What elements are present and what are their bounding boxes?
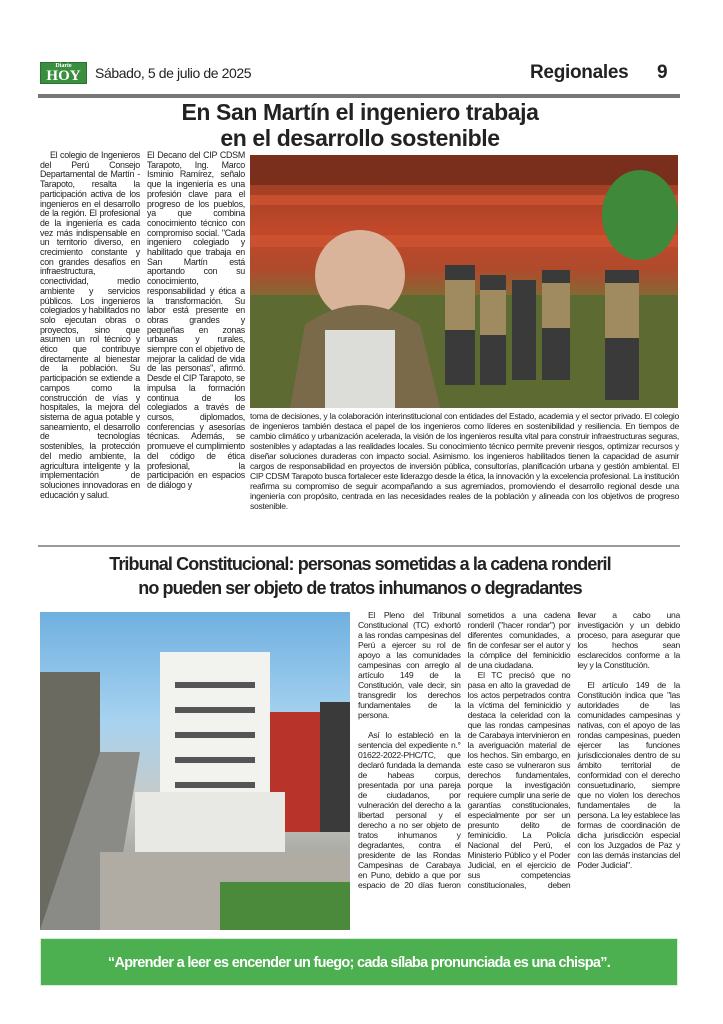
engineers-photo-illustration — [250, 155, 678, 408]
article2-photo-tribunal-building — [40, 612, 350, 930]
article1-column1: El colegio de Ingenieros del Perú Consejo Departamental de Martín -Tarapoto, resalta la participación activa de los ingenieros en el desarrollo de la región. El profesional de la ingeniería es cada vez más indispensable en un territorio diverso, en crecimiento constante y con grandes desafíos en infraestructura, conectividad, medio ambiente y servicios públicos. Los ingenieros colegiados y habilitados no solo ejecutan obras o proyectos, sino que asumen un rol técnico y ético que contribuye directamente al bienestar de la población. Su participación se extiende a campos como la construcción de vías y hospitales, la mejora del sistema de agua potable y saneamiento, el desarrollo de tecnologías sostenibles, la protección del medio ambiente, la agricultura inteligente y la implementación de soluciones innovadoras en educación y salud. — [40, 150, 140, 500]
newspaper-logo — [40, 62, 87, 84]
article2-paragraph: El Pleno del Tribunal Constitucional (TC) exhortó a las rondas campesinas del Perú a ejercer su rol de apoyo a las comunidades campesinas con arreglo al artículo 149 de la Constitución, vale decir, sin transgredir los derechos fundamentales de la persona. — [358, 610, 461, 720]
quote-banner: “Aprender a leer es encender un fuego; cada sílaba pronunciada es una chispa”. — [40, 938, 678, 986]
logo-big-text: HOY — [46, 68, 81, 84]
article2-body — [358, 610, 680, 890]
article2-paragraph: El artículo 149 de la Constitución indica que "las autoridades de las comunidades campesinas y nativas, con el apoyo de las rondas campesinas, pueden ejercer las funciones jurisdiccionales dentro de su ámbito territorial de conformidad con el derecho consuetudinario, siempre que no violen los derechos fundamentales de la persona. La ley establece las formas de coordinación de dicha jurisdicción especial con los Juzgados de Paz y con las demás instancias del Poder Judicial". — [577, 680, 680, 870]
article2-paragraph: Así lo estableció en la sentencia del expediente n.° 01622-2022-PHC/TC, que declaró fundada la demanda de habeas corpus, presentada por una pareja de ciudadanos, por vulneración del derecho a la libertad personal y el derecho a no ser objeto de tratos inhumanos y degradantes, contra el presidente de las Rondas Campesinas de Carabaya en Puno, debido a que por espacio de 20 días fueron sometidos a una cadena ronderil ("hacer rondar") por diferentes comunidades, a fin de confesar ser el autor y la cómplice del feminicidio de una ciudadana. — [358, 610, 571, 890]
article1-column2: El Decano del CIP CDSM Tarapoto, Ing. Marco Isminio Ramírez, señalo que la ingeniería es una profesión clave para el progreso de los pueblos, ya que combina conocimiento técnico con compromiso social. "Cada ingeniero colegiado y habilitado que trabaja en San Martín está aportando con su conocimiento, responsabilidad y ética a la transformación. Su labor está presente en obras grandes y pequeñas en zonas urbanas y rurales, siempre con el objetivo de mejorar la calidad de vida de las personas", afirmó. Desde el CIP Tarapoto, se impulsa la formación continua de los colegiados a través de cursos, diplomados, conferencias y asesorías técnicas. Además, se promueve el cumplimiento del código de ética profesional, la participación en espacios de diálogo y — [147, 150, 245, 490]
page-number: 9 — [657, 62, 668, 83]
article1-headline — [40, 99, 680, 151]
article1-photo-engineers — [250, 155, 678, 408]
section-name: Regionales — [530, 62, 629, 83]
article2-paragraph: El TC precisó que no pasa en alto la gravedad de los actos perpetrados contra la víctima del feminicidio y destaca la celeridad con la que las rondas campesinas de Carabaya intervinieron en la averiguación material de los hechos. Sin embargo, en este caso se vulneraron sus derechos fundamentales, porque la investigación requiere cumplir una serie de garantías constitucionales, especialmente por ser un presunto delito de feminicidio. La Policía Nacional del Perú, el Ministerio Público y el Poder Judicial, en el ejercicio de sus competencias constitucionales, deben llevar a cabo una investigación y un debido proceso, para asegurar que los hechos sean esclarecidos conforme a la ley y la Constitución. — [467, 610, 680, 890]
headline-line: no pueden ser objeto de tratos inhumanos o degradantes — [138, 578, 582, 598]
issue-date: Sábado, 5 de julio de 2025 — [95, 65, 252, 81]
article-divider — [38, 545, 680, 547]
article2-headline — [40, 552, 680, 600]
header-rule — [38, 94, 680, 98]
building-photo-illustration — [40, 612, 350, 930]
headline-line: En San Martín el ingeniero trabaja — [181, 99, 539, 125]
headline-line: Tribunal Constitucional: personas sometidas a la cadena ronderil — [109, 554, 611, 574]
headline-line: en el desarrollo sostenible — [220, 125, 500, 151]
logo-small-text: Diario — [55, 63, 72, 69]
article1-continuation: toma de decisiones, y la colaboración interinstitucional con entidades del Estado, academia y el sector privado. El colegio de ingenieros también destaca el papel de los ingenieros como líderes en sostenibilidad y resiliencia. En tiempos de cambio climático y urbanización acelerada, la visión de los ingenieros resulta vital para construir infraestructuras seguras, sostenibles y adaptadas a las realidades locales. Su conocimiento técnico permite prevenir riesgos, optimizar recursos y diseñar soluciones duraderas con impacto social. Asimismo. los ingenieros habilitados tienen la capacidad de asumir cargos de responsabilidad en proyectos de inversión pública, consultorías, planificación urbana y gestión ambiental. El CIP CDSM Tarapoto busca fortalecer este liderazgo desde la ética, la innovación y la excelencia profesional. La institución reafirma su compromiso de seguir acompañando a sus agremiados, promoviendo el desarrollo regional desde una ingeniería con propósito, centrada en las necesidades reales de la población y alineada con los objetivos de progreso sostenible. — [250, 411, 679, 511]
